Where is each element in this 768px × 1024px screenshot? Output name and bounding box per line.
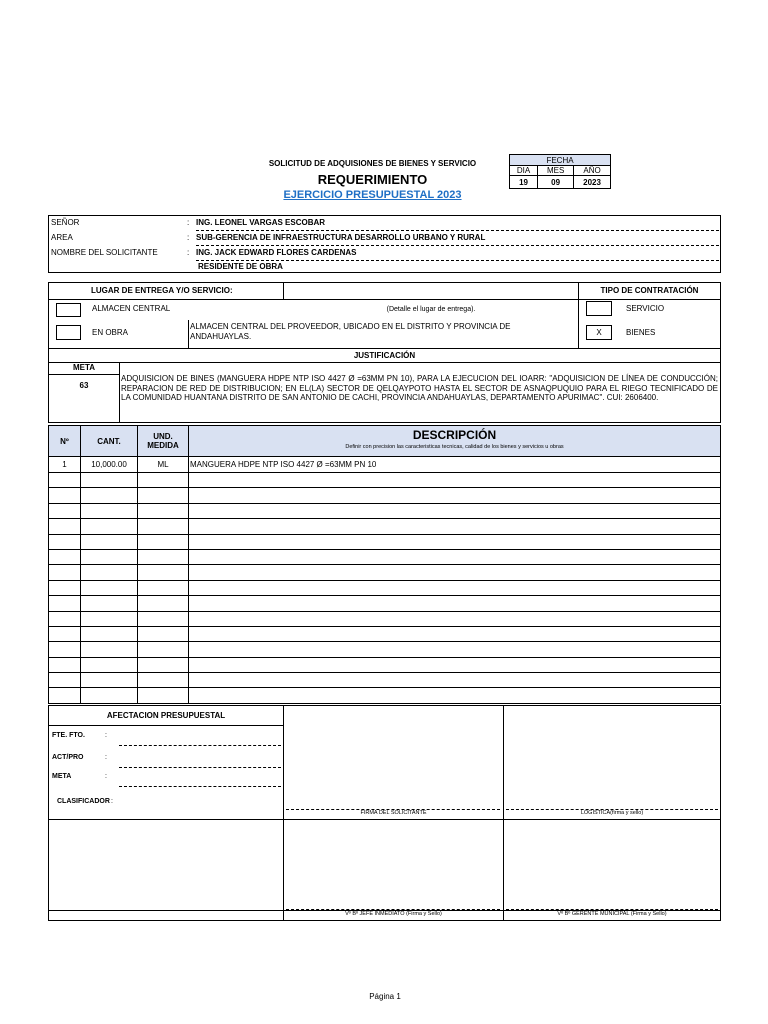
table-cell[interactable] — [81, 688, 138, 703]
cell-n: 1 — [49, 457, 81, 473]
table-cell[interactable] — [138, 519, 189, 534]
sign-jefe: Vº Bº JEFE INMEDIATO (Firma y Sello) — [345, 911, 442, 917]
table-row[interactable] — [49, 596, 721, 611]
table-cell[interactable] — [189, 657, 721, 672]
info-label-senor: SEÑOR — [51, 218, 80, 227]
contract-opt2: BIENES — [626, 328, 656, 337]
table-cell[interactable] — [189, 611, 721, 626]
header-desc: DESCRIPCIÓN — [412, 428, 497, 442]
budget-title: AFECTACION PRESUPUESTAL — [106, 711, 226, 720]
table-row[interactable] — [49, 642, 721, 657]
table-cell[interactable] — [138, 611, 189, 626]
checkbox-bienes[interactable]: X — [586, 325, 612, 340]
delivery-opt2: EN OBRA — [92, 328, 129, 337]
budget-signature-block — [48, 705, 721, 921]
table-cell[interactable] — [81, 488, 138, 503]
table-cell[interactable] — [189, 503, 721, 518]
checkbox-almacen[interactable] — [56, 303, 81, 317]
sign-logistica: LOGISTICA(firma y sello) — [580, 810, 644, 816]
table-cell[interactable] — [81, 565, 138, 580]
table-row[interactable] — [49, 549, 721, 564]
budget-sep: : — [105, 732, 107, 739]
budget-sep: : — [105, 754, 107, 761]
table-row[interactable] — [49, 657, 721, 672]
budget-label-act: ACT/PRO — [52, 754, 84, 761]
info-label-area: AREA — [51, 233, 73, 242]
table-cell[interactable] — [138, 534, 189, 549]
table-cell[interactable] — [138, 549, 189, 564]
table-cell[interactable] — [81, 534, 138, 549]
table-cell[interactable] — [189, 642, 721, 657]
table-cell[interactable] — [138, 596, 189, 611]
table-row[interactable] — [49, 534, 721, 549]
table-cell[interactable] — [189, 626, 721, 641]
date-col-day: DIA — [510, 166, 538, 176]
meta-value: 63 — [79, 381, 89, 390]
table-row[interactable] — [49, 611, 721, 626]
cell-cant: 10,000.00 — [81, 457, 138, 473]
checkbox-obra[interactable] — [56, 325, 81, 340]
table-cell[interactable] — [49, 549, 81, 564]
cell-desc: MANGUERA HDPE NTP ISO 4427 Ø =63MM PN 10 — [189, 457, 721, 473]
table-cell[interactable] — [138, 626, 189, 641]
table-cell[interactable] — [189, 534, 721, 549]
table-cell[interactable] — [49, 626, 81, 641]
table-cell[interactable] — [81, 657, 138, 672]
delivery-title: LUGAR DE ENTREGA Y/O SERVICIO: — [91, 286, 233, 295]
table-cell[interactable] — [138, 657, 189, 672]
table-row[interactable] — [49, 688, 721, 703]
table-row[interactable] — [49, 473, 721, 488]
table-cell[interactable] — [49, 488, 81, 503]
date-month: 09 — [538, 176, 574, 189]
info-sep: : — [187, 233, 190, 242]
items-header-row — [49, 426, 721, 457]
table-cell[interactable] — [189, 688, 721, 703]
table-cell[interactable] — [81, 519, 138, 534]
header-desc-note: Definir con precision las caracteristicas tecnicas, calidad de los bienes y servicios u obras — [345, 444, 564, 450]
table-cell[interactable] — [189, 488, 721, 503]
budget-label-clasificador: CLASIFICADOR — [57, 798, 110, 805]
table-cell[interactable] — [81, 673, 138, 688]
cell-und: ML — [138, 457, 189, 473]
table-cell[interactable] — [81, 596, 138, 611]
table-cell[interactable] — [189, 596, 721, 611]
date-label: FECHA — [510, 155, 611, 166]
contract-opt1: SERVICIO — [626, 304, 665, 313]
budget-sep: : — [111, 798, 113, 805]
justification-block — [48, 348, 721, 423]
table-cell[interactable] — [49, 519, 81, 534]
date-year: 2023 — [574, 176, 611, 189]
table-cell[interactable] — [81, 549, 138, 564]
budget-field-act[interactable] — [119, 755, 281, 768]
delivery-note: (Detalle el lugar de entrega). — [386, 306, 476, 313]
table-cell[interactable] — [49, 503, 81, 518]
table-row[interactable] — [49, 457, 721, 473]
sign-solicitante: FIRMA DEL SOLICITANTE — [360, 810, 427, 816]
info-value-solicitante: ING. JACK EDWARD FLORES CARDENAS — [196, 248, 719, 261]
header-und: UND. MEDIDA — [138, 426, 189, 457]
delivery-opt1: ALMACEN CENTRAL — [92, 304, 171, 313]
date-day: 19 — [510, 176, 538, 189]
header-cant: CANT. — [81, 426, 138, 457]
table-cell[interactable] — [189, 565, 721, 580]
table-cell[interactable] — [49, 580, 81, 595]
table-cell[interactable] — [138, 642, 189, 657]
budget-label-meta: META — [52, 773, 72, 780]
table-cell[interactable] — [49, 657, 81, 672]
table-cell[interactable] — [81, 642, 138, 657]
items-table — [48, 425, 721, 704]
justification-title: JUSTIFICACIÓN — [353, 351, 416, 360]
table-cell[interactable] — [189, 580, 721, 595]
table-cell[interactable] — [189, 519, 721, 534]
table-cell[interactable] — [138, 673, 189, 688]
table-row[interactable] — [49, 626, 721, 641]
budget-sep: : — [105, 773, 107, 780]
info-label-solicitante: NOMBRE DEL SOLICITANTE — [51, 248, 158, 257]
table-cell[interactable] — [81, 473, 138, 488]
table-row[interactable] — [49, 673, 721, 688]
date-box — [509, 154, 611, 189]
table-row[interactable] — [49, 580, 721, 595]
table-cell[interactable] — [49, 673, 81, 688]
info-value-senor: ING. LEONEL VARGAS ESCOBAR — [196, 218, 719, 231]
table-cell[interactable] — [49, 473, 81, 488]
table-cell[interactable] — [189, 673, 721, 688]
table-cell[interactable] — [49, 688, 81, 703]
table-cell[interactable] — [189, 473, 721, 488]
form-subtitle: SOLICITUD DE ADQUISIONES DE BIENES Y SERVICIO — [268, 159, 477, 168]
table-cell[interactable] — [49, 565, 81, 580]
page-number: Página 1 — [369, 992, 401, 1001]
info-value-cargo: RESIDENTE DE OBRA — [198, 262, 283, 271]
table-cell[interactable] — [138, 473, 189, 488]
budget-field-fte[interactable] — [119, 733, 281, 746]
justification-text: ADQUISICION DE BINES (MANGUERA HDPE NTP ISO 4427 Ø =63MM PN 10), PARA LA EJECUCION DEL IOARR: "ADQUISICION DE LÍNEA DE CONDUCCIÓN; REPARACION DE RED DE DISTRIBUCION; EN EL(LA) SECTOR DE QELQAYPOTO HASTA EL SECTOR DE ASNAQPUQUIO PARA EL RIEGO TECNIFICADO DE LA COMUNIDAD HUANTANA DISTRITO DE SAN ANTONIO DE CACHI, PROVINCIA ANDAHUAYLAS, DEPARTAMENTO APURIMAC". CUI: 2606400. — [121, 374, 718, 402]
table-cell[interactable] — [138, 503, 189, 518]
table-cell[interactable] — [138, 688, 189, 703]
table-row[interactable] — [49, 503, 721, 518]
checkbox-servicio[interactable] — [586, 301, 612, 316]
info-sep: : — [187, 248, 190, 257]
header-desc-cell — [189, 426, 721, 457]
budget-label-fte: FTE. FTO. — [52, 732, 85, 739]
table-cell[interactable] — [81, 580, 138, 595]
info-value-area: SUB-GERENCIA DE INFRAESTRUCTURA DESARROLLO URBANO Y RURAL — [196, 233, 719, 246]
budget-field-meta[interactable] — [119, 774, 281, 787]
table-row[interactable] — [49, 519, 721, 534]
table-cell[interactable] — [81, 626, 138, 641]
table-cell[interactable] — [138, 488, 189, 503]
table-cell[interactable] — [49, 642, 81, 657]
date-col-month: MES — [538, 166, 574, 176]
contract-title: TIPO DE CONTRATACIÓN — [600, 286, 699, 295]
table-cell[interactable] — [138, 580, 189, 595]
table-cell[interactable] — [189, 549, 721, 564]
info-sep: : — [187, 218, 190, 227]
table-cell[interactable] — [138, 565, 189, 580]
delivery-block — [48, 282, 721, 349]
table-cell[interactable] — [49, 611, 81, 626]
exercise-title: EJERCICIO PRESUPUESTAL 2023 — [283, 189, 462, 201]
meta-label: META — [72, 363, 96, 372]
form-title: REQUERIMIENTO — [317, 172, 428, 187]
table-row[interactable] — [49, 565, 721, 580]
table-cell[interactable] — [49, 596, 81, 611]
sign-gerente: Vº Bº GERENTE MUNICIPAL (Firma y Sello) — [557, 911, 667, 917]
table-cell[interactable] — [49, 534, 81, 549]
date-col-year: AÑO — [574, 166, 611, 176]
info-block — [48, 215, 721, 273]
table-cell[interactable] — [81, 611, 138, 626]
table-row[interactable] — [49, 488, 721, 503]
delivery-detail: ALMACEN CENTRAL DEL PROVEEDOR, UBICADO EN EL DISTRITO Y PROVINCIA DE ANDAHUAYLAS. — [190, 322, 511, 341]
header-n: Nº — [49, 426, 81, 457]
table-cell[interactable] — [81, 503, 138, 518]
